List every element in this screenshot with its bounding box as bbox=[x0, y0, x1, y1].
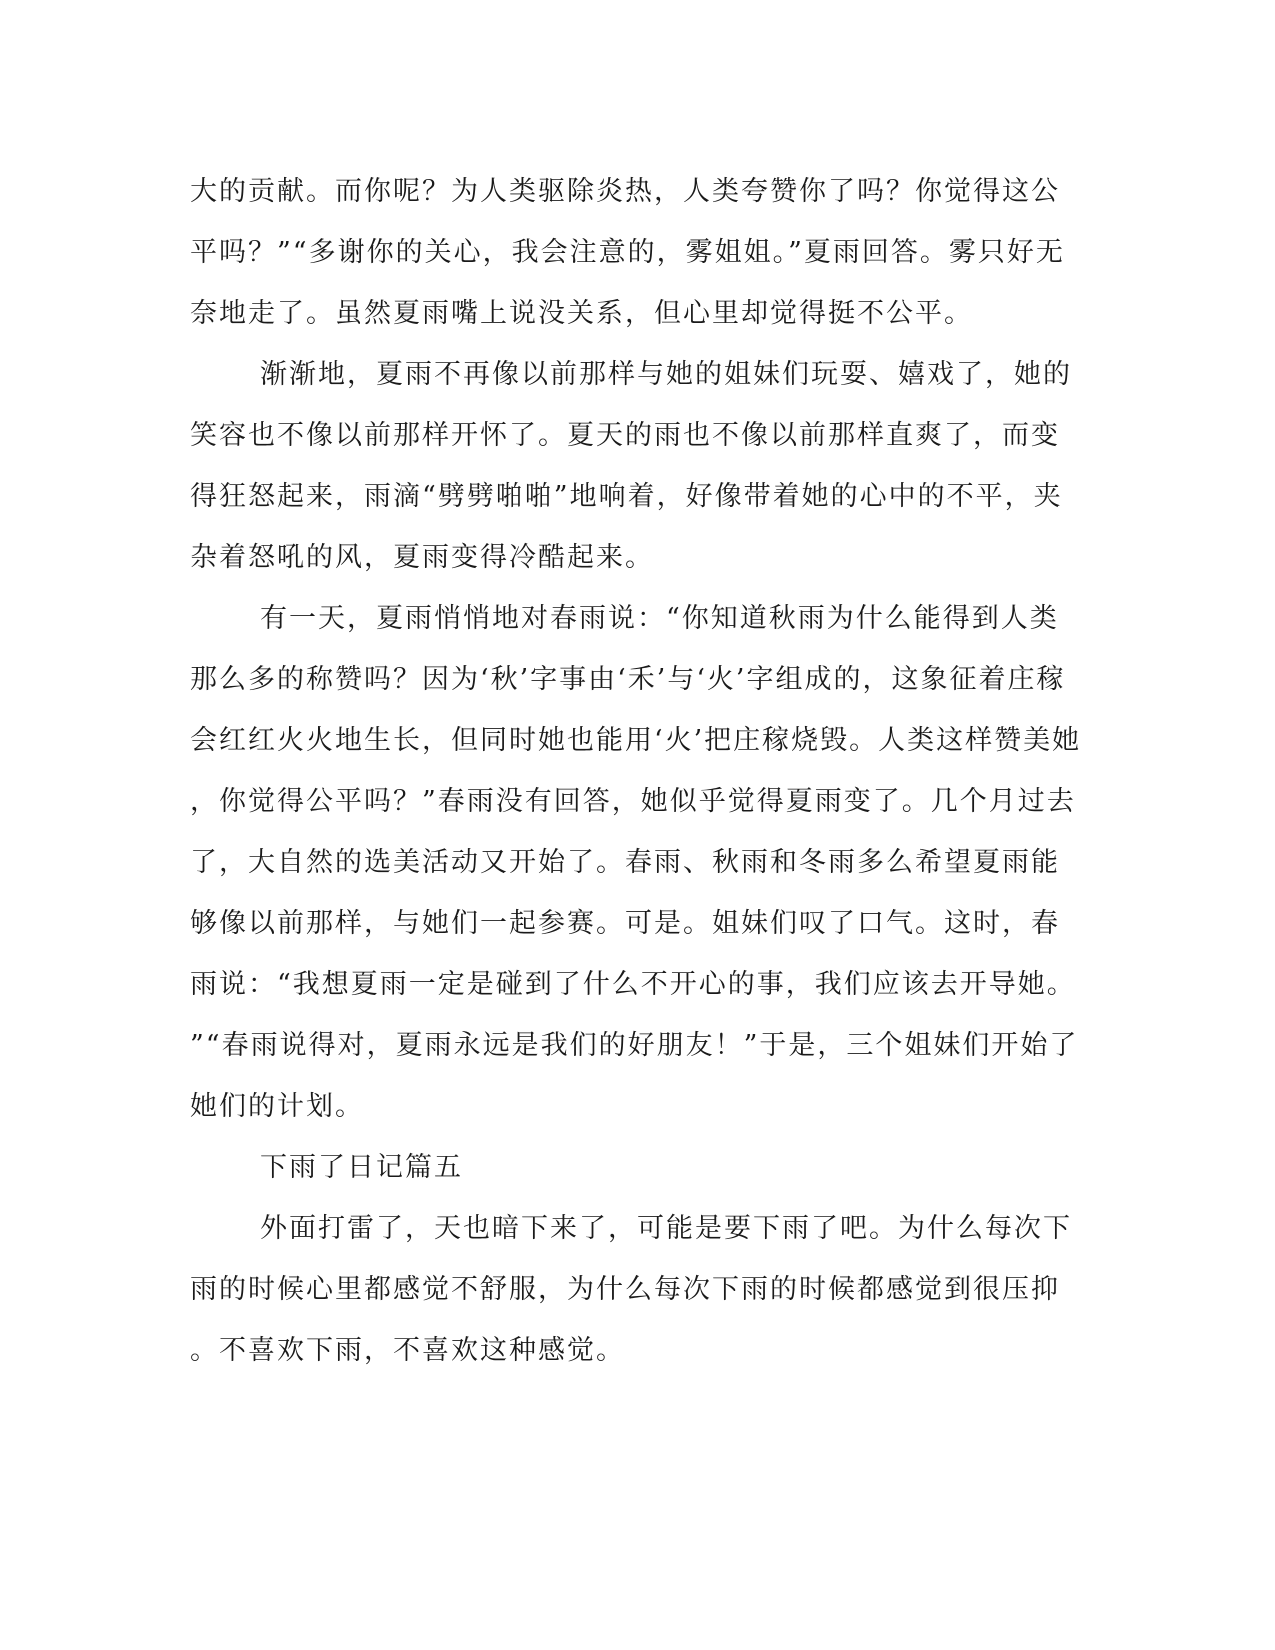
text-line: 得狂怒起来，雨滴“劈劈啪啪”地响着，好像带着她的心中的不平，夹 bbox=[190, 481, 1063, 512]
text-line: ”“春雨说得对，夏雨永远是我们的好朋友！”于是，三个姐妹们开始了 bbox=[190, 1030, 1079, 1061]
paragraph-first-line: 渐渐地，夏雨不再像以前那样与她的姐妹们玩耍、嬉戏了，她的 bbox=[260, 359, 1072, 390]
text-line: ，你觉得公平吗？”春雨没有回答，她似乎觉得夏雨变了。几个月过去 bbox=[190, 786, 1076, 817]
paragraph-first-line: 下雨了日记篇五 bbox=[260, 1152, 463, 1183]
paragraph-first-line: 有一天，夏雨悄悄地对春雨说：“你知道秋雨为什么能得到人类 bbox=[260, 603, 1059, 634]
text-line: 了，大自然的选美活动又开始了。春雨、秋雨和冬雨多么希望夏雨能 bbox=[190, 847, 1060, 878]
text-line: 够像以前那样，与她们一起参赛。可是。姐妹们叹了口气。这时，春 bbox=[190, 908, 1060, 939]
text-line: 平吗？”“多谢你的关心，我会注意的，雾姐姐。”夏雨回答。雾只好无 bbox=[190, 237, 1065, 268]
text-line: 笑容也不像以前那样开怀了。夏天的雨也不像以前那样直爽了，而变 bbox=[190, 420, 1060, 451]
text-line: 雨的时候心里都感觉不舒服，为什么每次下雨的时候都感觉到很压抑 bbox=[190, 1274, 1060, 1305]
text-line: 雨说：“我想夏雨一定是碰到了什么不开心的事，我们应该去开导她。 bbox=[190, 969, 1076, 1000]
text-line: 那么多的称赞吗？因为‘秋’字事由‘禾’与‘火’字组成的，这象征着庄稼 bbox=[190, 664, 1066, 695]
text-line: 杂着怒吼的风，夏雨变得冷酷起来。 bbox=[190, 542, 654, 573]
text-line: 。不喜欢下雨，不喜欢这种感觉。 bbox=[190, 1335, 625, 1366]
text-line: 大的贡献。而你呢？为人类驱除炎热，人类夸赞你了吗？你觉得这公 bbox=[190, 176, 1060, 207]
text-line: 会红红火火地生长，但同时她也能用‘火’把庄稼烧毁。人类这样赞美她 bbox=[190, 725, 1082, 756]
text-line: 她们的计划。 bbox=[190, 1091, 364, 1122]
paragraph-first-line: 外面打雷了，天也暗下来了，可能是要下雨了吧。为什么每次下 bbox=[260, 1213, 1072, 1244]
document-body bbox=[190, 161, 1090, 1381]
text-line: 奈地走了。虽然夏雨嘴上说没关系，但心里却觉得挺不公平。 bbox=[190, 298, 973, 329]
